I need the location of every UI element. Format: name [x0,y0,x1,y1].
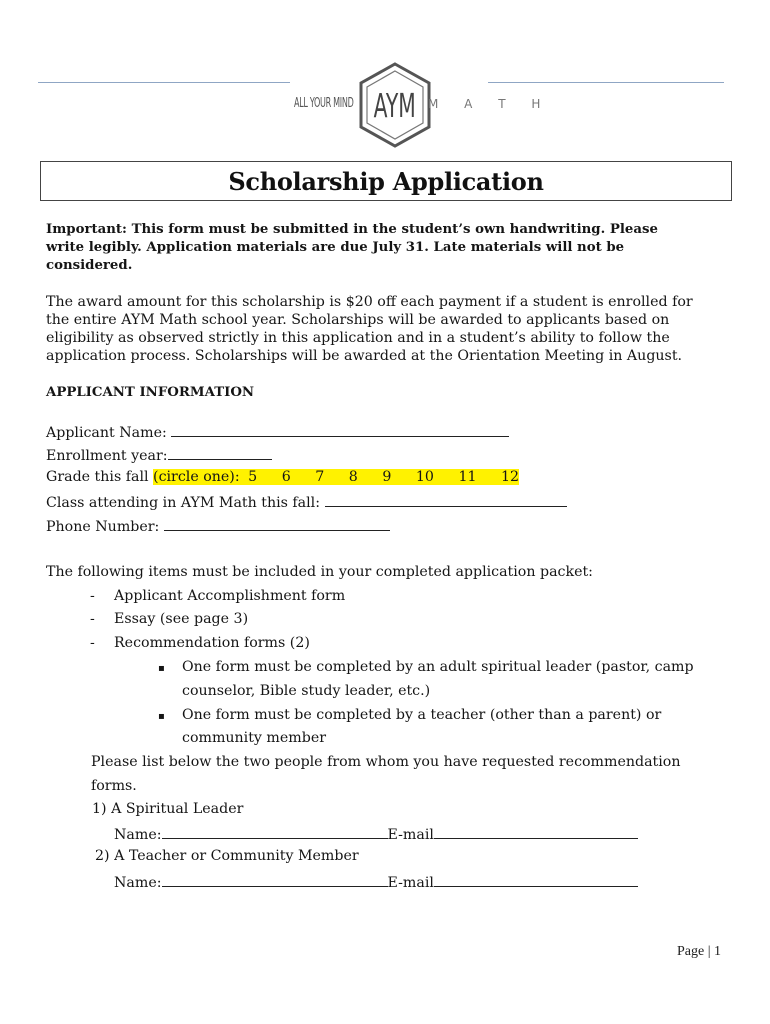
applicant-heading: APPLICANT INFORMATION [46,385,255,400]
enrollment-row [46,445,272,465]
referee-1-heading [92,800,243,818]
logo-left-text: ALL YOUR MIND [294,96,354,111]
grade-highlight [153,469,519,485]
important-line-3: considered. [46,258,133,273]
sub-item-1-line-1: One form must be completed by an adult spiritual leader (pastor, camp [182,659,694,675]
referee-1-name-label: Name: [114,827,162,843]
award-line-3: eligibility as observed strictly in this application and in a student’s ability to follow the [46,330,670,346]
class-field[interactable] [325,492,567,507]
sub-list-item [158,658,694,678]
aym-logo-badge [358,62,432,148]
award-line-4: application process. Scholarships will be awarded at the Orientation Meeting in August. [46,348,683,364]
list-item [90,587,346,605]
title-box [40,161,732,201]
class-label: Class attending in AYM Math this fall: [46,495,320,511]
enrollment-field[interactable] [168,445,272,460]
logo-right-text: M A T H [428,97,552,111]
sub-item-2-line-1: One form must be completed by a teacher (other than a parent) or [182,707,662,723]
bullet-dash: - [90,635,95,651]
logo-center-text: AYM [373,88,416,126]
applicant-name-field[interactable] [171,422,509,437]
list-item [90,634,310,652]
referee-1-email-label: E-mail [387,827,434,843]
sub-list-item [158,706,662,726]
referee-1-title: A Spiritual Leader [111,801,244,817]
important-notice [46,221,658,275]
award-line-2: the entire AYM Math school year. Scholarships will be awarded to applicants based on [46,312,670,328]
list-item [90,610,249,628]
referee-2-title: A Teacher or Community Member [114,848,359,864]
enrollment-label: Enrollment year: [46,448,168,464]
bullet-dash: - [90,588,95,604]
grade-option-12[interactable]: 12 [501,469,520,485]
referee-1-email-field[interactable] [434,824,638,839]
grade-option-5[interactable]: 5 [248,469,258,485]
applicant-name-label: Applicant Name: [46,425,167,441]
sub-item-1-line-2: counselor, Bible study leader, etc.) [182,683,431,699]
referee-1-name-field[interactable] [162,824,388,839]
phone-field[interactable] [164,516,390,531]
grade-hint: (circle one): [153,469,240,485]
page-title: Scholarship Application [228,166,544,196]
phone-label: Phone Number: [46,519,160,535]
referee-2-number: 2) [95,848,110,864]
packet-item-2: Essay (see page 3) [114,611,249,627]
grade-option-6[interactable]: 6 [281,469,291,485]
list-intro-line-1: Please list below the two people from whom you have requested recommendation [91,754,681,770]
applicant-name-row [46,422,509,442]
square-bullet-icon: ▪ [158,711,165,722]
referee-1-number: 1) [92,801,107,817]
referee-2-email-field[interactable] [434,872,638,887]
grade-row [46,468,519,486]
grade-option-8[interactable]: 8 [348,469,358,485]
referee-2-name-label: Name: [114,875,162,891]
grade-option-11[interactable]: 11 [458,469,477,485]
award-line-1: The award amount for this scholarship is $20 off each payment if a student is enrolled for [46,294,693,310]
packet-intro: The following items must be included in your completed application packet: [46,564,593,580]
award-paragraph [46,293,693,365]
referee-1-row [114,824,638,844]
phone-row [46,516,390,536]
list-intro-line-2: forms. [91,778,137,794]
bullet-dash: - [90,611,95,627]
page-number: Page | 1 [677,944,722,959]
grade-option-7[interactable]: 7 [315,469,325,485]
packet-item-3: Recommendation forms (2) [114,635,310,651]
sub-item-2-line-2: community member [182,730,326,746]
referee-2-row [114,872,638,892]
class-row [46,492,567,512]
referee-2-name-field[interactable] [162,872,388,887]
grade-option-9[interactable]: 9 [382,469,392,485]
referee-2-email-label: E-mail [387,875,434,891]
header-rule-left [38,82,290,83]
important-line-1: Important: This form must be submitted in the student’s own handwriting. Please [46,222,658,237]
grade-option-10[interactable]: 10 [415,469,434,485]
referee-2-heading [95,847,359,865]
header-rule-right [488,82,724,83]
important-line-2: write legibly. Application materials are due July 31. Late materials will not be [46,240,625,255]
square-bullet-icon: ▪ [158,663,165,674]
packet-item-1: Applicant Accomplishment form [114,588,346,604]
grade-label: Grade this fall [46,469,154,485]
